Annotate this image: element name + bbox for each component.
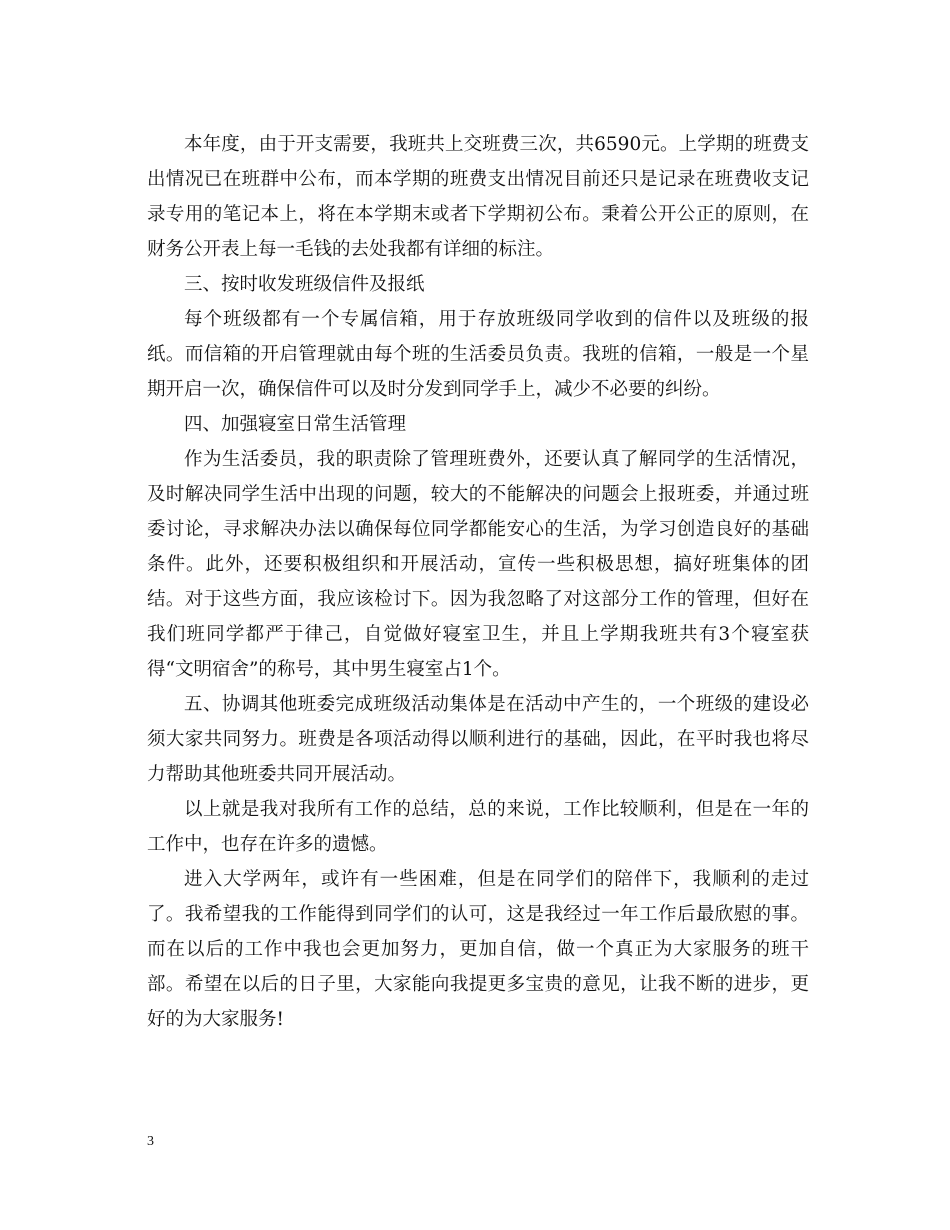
document-body (147, 127, 809, 1037)
paragraph-coordination: 五、协调其他班委完成班级活动集体是在活动中产生的，一个班级的建设必须大家共同努力。班费是各项活动得以顺利进行的基础，因此，在平时我也将尽力帮助其他班委共同开展活动。 (147, 694, 809, 785)
paragraph-summary: 以上就是我对我所有工作的总结，总的来说，工作比较顺利，但是在一年的工作中，也存在许多的遗憾。 (147, 799, 809, 855)
section-heading-dorm: 四、加强寝室日常生活管理 (184, 414, 407, 435)
section-heading-mail: 三、按时收发班级信件及报纸 (184, 274, 425, 295)
page-number: 3 (147, 1134, 154, 1149)
paragraph-class-fee: 本年度，由于开支需要，我班共上交班费三次，共6590元。上学期的班费支出情况已在班群中公布，而本学期的班费支出情况目前还只是记录在班费收支记录专用的笔记本上，将在本学期末或者下学期初公布。秉着公开公正的原则，在财务公开表上每一毛钱的去处我都有详细的标注。 (147, 134, 809, 260)
paragraph-closing: 进入大学两年，或许有一些困难，但是在同学们的陪伴下，我顺利的走过了。我希望我的工作能得到同学们的认可，这是我经过一年工作后最欣慰的事。而在以后的工作中我也会更加努力，更加自信，做一个真正为大家服务的班干部。希望在以后的日子里，大家能向我提更多宝贵的意见，让我不断的进步，更好的为大家服务! (147, 869, 809, 1030)
paragraph-dorm-management: 作为生活委员，我的职责除了管理班费外，还要认真了解同学的生活情况，及时解决同学生活中出现的问题，较大的不能解决的问题会上报班委，并通过班委讨论，寻求解决办法以确保每位同学都能安心的生活，为学习创造良好的基础条件。此外，还要积极组织和开展活动，宣传一些积极思想，搞好班集体的团结。对于这些方面，我应该检讨下。因为我忽略了对这部分工作的管理，但好在我们班同学都严于律己，自觉做好寝室卫生，并且上学期我班共有3个寝室获得“文明宿舍”的称号，其中男生寝室占1个。 (147, 449, 809, 680)
paragraph-mailbox: 每个班级都有一个专属信箱，用于存放班级同学收到的信件以及班级的报纸。而信箱的开启管理就由每个班的生活委员负责。我班的信箱，一般是一个星期开启一次，确保信件可以及时分发到同学手上，减少不必要的纠纷。 (147, 309, 809, 400)
